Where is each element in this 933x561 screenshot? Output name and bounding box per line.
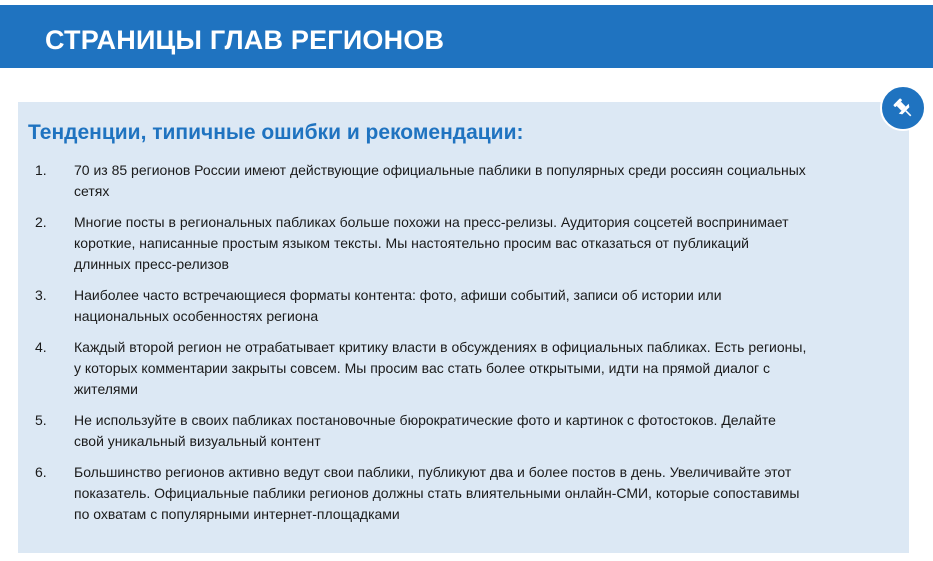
- panel-title: Тенденции, типичные ошибки и рекомендации:: [28, 121, 524, 144]
- header-bar: [0, 5, 933, 68]
- recommendations-list: [18, 160, 909, 535]
- list-item-number: 2.: [35, 214, 47, 230]
- list-item-text: Наиболее часто встречающиеся форматы контента: фото, афиши событий, записи об истории или национальных особенностях региона: [74, 287, 722, 324]
- pushpin-icon: [880, 85, 926, 131]
- page-title: СТРАНИЦЫ ГЛАВ РЕГИОНОВ: [45, 25, 445, 55]
- list-item: [18, 285, 909, 327]
- recommendations-panel: [18, 102, 909, 553]
- list-item-text: 70 из 85 регионов России имеют действующие официальные паблики в популярных среди россиян социальных сетях: [74, 162, 806, 199]
- list-item-number: 1.: [35, 162, 47, 178]
- list-item-number: 6.: [35, 464, 47, 480]
- list-item: [18, 337, 909, 400]
- list-item: [18, 462, 909, 525]
- list-item-number: 3.: [35, 287, 47, 303]
- list-item-number: 5.: [35, 412, 47, 428]
- list-item-text: Каждый второй регион не отрабатывает критику власти в обсуждениях в официальных пабликах. Есть регионы, у которых комментарии закрыты совсем. Мы просим вас стать более открытыми, идти на прямой диалог с жителями: [74, 339, 807, 397]
- pushpin-icon-graphic: [890, 95, 916, 121]
- list-item: [18, 160, 909, 202]
- list-item-number: 4.: [35, 339, 47, 355]
- list-item: [18, 212, 909, 275]
- list-item-text: Не используйте в своих пабликах постановочные бюрократические фото и картинок с фотостоков. Делайте свой уникальный визуальный контент: [74, 412, 776, 449]
- list-item-text: Многие посты в региональных пабликах больше похожи на пресс-релизы. Аудитория соцсетей воспринимает короткие, написанные простым языком тексты. Мы настоятельно просим вас отказаться от публикаций длинных пресс-релизов: [74, 214, 789, 272]
- list-item: [18, 410, 909, 452]
- list-item-text: Большинство регионов активно ведут свои паблики, публикуют два и более постов в день. Увеличивайте этот показатель. Официальные паблики регионов должны стать влиятельными онлайн-СМИ, которые сопоставимы по охватам с популярными интернет-площадками: [74, 464, 800, 522]
